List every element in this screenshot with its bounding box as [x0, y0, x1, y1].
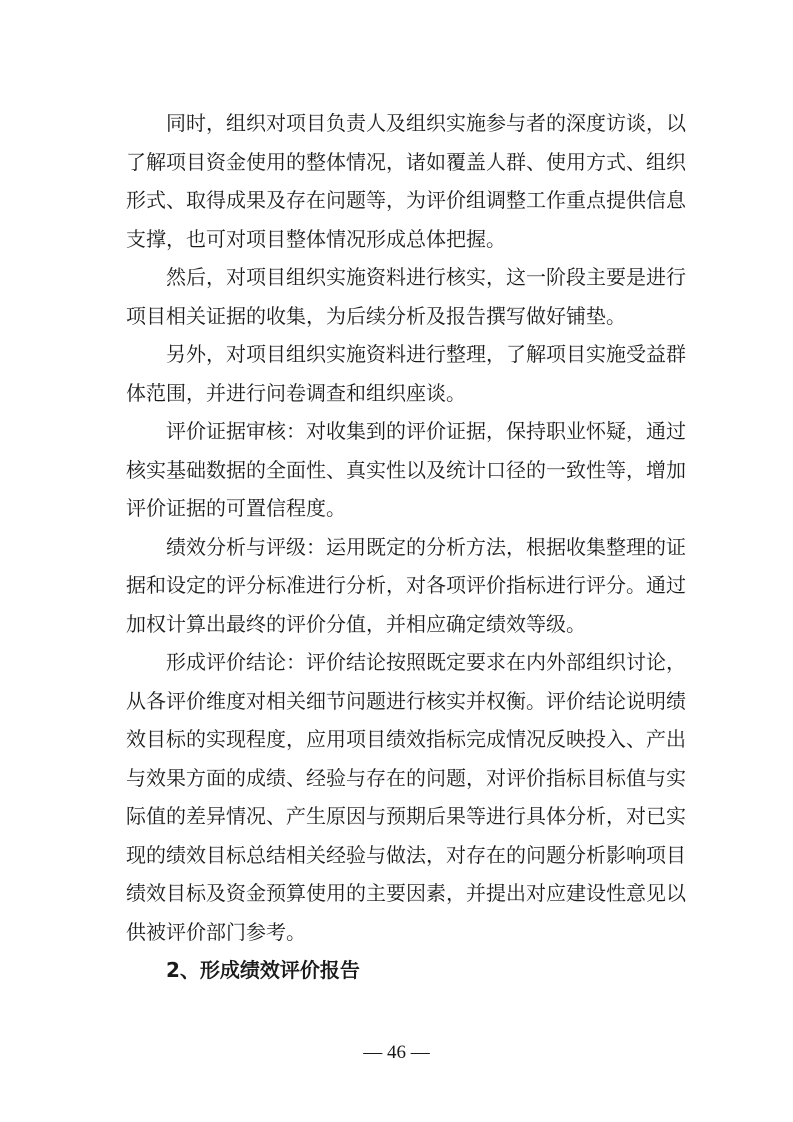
paragraph-conclusion: 形成评价结论：评价结论按照既定要求在内外部组织讨论，从各评价维度对相关细节问题进行核实并权衡。评价结论说明绩效目标的实现程度，应用项目绩效指标完成情况反映投入、产出与效果方面的成绩、经验与存在的问题，对评价指标目标值与实际值的差异情况、产生原因与预期后果等进行具体分析，对已实现的绩效目标总结相关经验与做法，对存在的问题分析影响项目绩效目标及资金预算使用的主要因素，并提出对应建设性意见以供被评价部门参考。	[126, 650, 686, 944]
document-body	[126, 104, 686, 990]
paragraph-performance-analysis: 绩效分析与评级：运用既定的分析方法，根据收集整理的证据和设定的评分标准进行分析，对各项评价指标进行评分。通过加权计算出最终的评价分值，并相应确定绩效等级。	[126, 534, 686, 636]
paragraph-interviews: 同时，组织对项目负责人及组织实施参与者的深度访谈，以了解项目资金使用的整体情况，诸如覆盖人群、使用方式、组织形式、取得成果及存在问题等，为评价组调整工作重点提供信息支撑，也可对项目整体情况形成总体把握。	[126, 111, 686, 251]
paragraph-verification: 然后，对项目组织实施资料进行核实，这一阶段主要是进行项目相关证据的收集，为后续分析及报告撰写做好铺垫。	[126, 265, 686, 328]
section-heading: 2、形成绩效评价报告	[166, 958, 360, 982]
paragraph-evidence-review: 评价证据审核：对收集到的评价证据，保持职业怀疑，通过核实基础数据的全面性、真实性以及统计口径的一致性等，增加评价证据的可置信程度。	[126, 419, 686, 520]
paragraph-organization: 另外，对项目组织实施资料进行整理，了解项目实施受益群体范围，并进行问卷调查和组织座谈。	[126, 342, 686, 405]
page-number: — 46 —	[363, 1042, 430, 1063]
